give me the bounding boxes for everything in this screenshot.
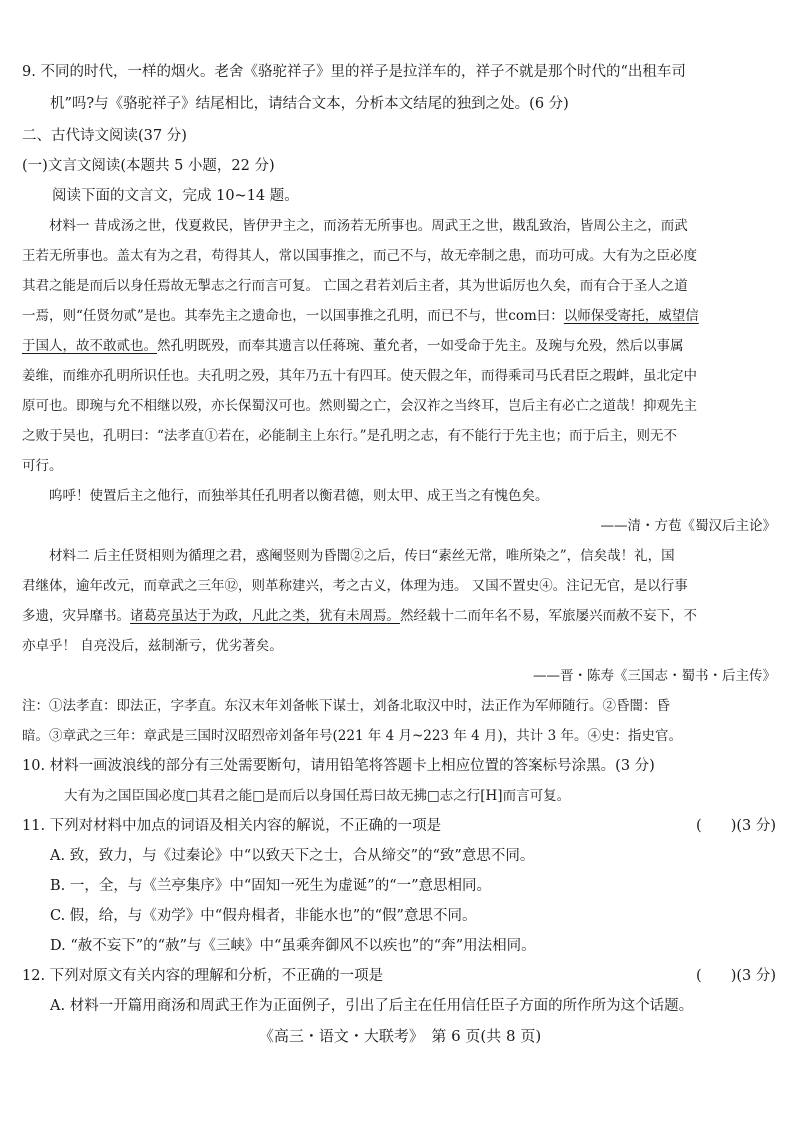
q9-line-2: 机”吗?与《骆驼祥子》结尾相比，请结合文本，分析本文结尾的独到之处。(6 分) [50, 96, 569, 112]
subsection-1-title: (一)文言文阅读(本题共 5 小题，22 分) [22, 158, 275, 174]
q11-option-b: B. 一，全，与《兰亭集序》中“固知一死生为虚诞”的“一”意思相同。 [50, 878, 492, 894]
notes-line-2: 暗。③章武之三年：章武是三国时汉昭烈帝刘备年号(221 年 4 月~223 年 4 月)，共计 3 年。④史：指史官。 [22, 728, 682, 744]
q12-option-a: A. 材料一开篇用商汤和周武王作为正面例子，引出了后主在任用信任臣子方面的所作所为这个话题。 [50, 998, 694, 1014]
material1-line-7: 原可也。即琬与允不相继以殁，亦长保蜀汉可也。然则蜀之亡，会汉祚之当终耳，岂后主有必亡之道哉！抑观先主 [22, 398, 697, 414]
material2-underlined-sentence: 诸葛亮虽达于为政，凡此之类，犹有未周焉。 [130, 608, 400, 624]
q9-line-1: 9. 不同的时代，一样的烟火。老舍《骆驼祥子》里的祥子是拉洋车的，祥子不就是那个时代的“出租车司 [22, 64, 686, 80]
material1-line-4 [22, 306, 699, 326]
q10-stem: 10. 材料一画波浪线的部分有三处需要断句，请用铅笔将答题卡上相应位置的答案标号涂黑。(3 分) [22, 758, 655, 774]
reading-instruction: 阅读下面的文言文，完成 10~14 题。 [52, 188, 299, 204]
material1-line-2: 王若无所事也。盖太有为之君，苟得其人，常以国事推之，而己不与，故无牵制之患，而功可成。大有为之臣必度 [22, 248, 697, 264]
q11-option-d: D. “赦不妄下”的“赦”与《三峡》中“虽乘奔御风不以疾也”的“奔”用法相同。 [50, 938, 536, 954]
material2-line-3-text: 多遗，灾异靡书。 [22, 608, 130, 624]
material2-line-3-tail: 然经载十二而年名不易，军旅屡兴而赦不妄下，不 [400, 608, 697, 624]
q11-option-a: A. 致，致力，与《过秦论》中“以致天下之士，合从缔交”的“致”意思不同。 [50, 848, 535, 864]
material1-line-10: 呜呼！使置后主之他行，而独举其任孔明者以衡君德，则太甲、成王当之有愧色矣。 [49, 488, 549, 504]
material1-line-1: 材料一 昔成汤之世，伐夏救民，皆伊尹主之，而汤若无所事也。周武王之世，戡乱致治，皆周公主之，而武 [49, 218, 688, 234]
q10-sentence: 大有为之国臣国必度□其君之能□是而后以身国任焉曰故无拂□志之行[H]而言可复。 [64, 788, 571, 804]
q12-stem: 12. 下列对原文有关内容的理解和分析，不正确的一项是 [22, 968, 384, 984]
material1-underlined-sentence-end: 于国人，故不敢贰也。 [22, 338, 157, 354]
material2-line-1: 材料二 后主任贤相则为循理之君，惑阉竖则为昏闇②之后，传曰“素丝无常，唯所染之”，信矣哉！礼，国 [49, 548, 675, 564]
material1-source: ——清・方苞《蜀汉后主论》 [600, 518, 776, 534]
material1-line-9: 可行。 [22, 458, 63, 474]
q11-stem: 11. 下列对材料中加点的词语及相关内容的解说，不正确的一项是 [22, 818, 442, 834]
material1-line-5 [22, 336, 684, 356]
material1-underlined-sentence: 以师保受寄托，威望信 [563, 308, 699, 324]
notes-line-1: 注：①法孝直：即法正，字孝直。东汉末年刘备帐下谋士，刘备北取汉中时，法正作为军师随行。②昏闇：昏 [22, 698, 670, 714]
q12-score: ( )(3 分) [696, 968, 776, 984]
material1-line-6: 姜维，而维亦孔明所识任也。夫孔明之殁，其年乃五十有四耳。使天假之年，而得乘司马氏君臣之瑕衅，虽北定中 [22, 368, 697, 384]
material2-line-2: 君继体，逾年改元，而章武之三年⑫，则革称建兴，考之古义，体理为违。 又国不置史④。注记无官，是以行事 [22, 578, 688, 594]
material1-line-4-text: 一焉，则“任贤勿贰”是也。其奉先主之遗命也，一以国事推之孔明，而已不与，世com曰： [22, 308, 564, 324]
material2-source: ——晋・陈寿《三国志・蜀书・后主传》 [533, 668, 776, 684]
q11-score: ( )(3 分) [696, 818, 776, 834]
material2-line-3 [22, 606, 697, 626]
material1-line-8: 之败于吴也，孔明曰：“法孝直①若在，必能制主上东行。”是孔明之志，有不能行于先主也；而于后主，则无不 [22, 428, 678, 444]
q11-option-c: C. 假，给，与《劝学》中“假舟楫者，非能水也”的“假”意思不同。 [50, 908, 477, 924]
material2-line-4: 亦卓乎！ 自亮没后，兹制渐亏，优劣著矣。 [22, 638, 283, 654]
section-2-title: 二、古代诗文阅读(37 分) [22, 128, 187, 144]
page-footer: 《高三・语文・大联考》 第 6 页(共 8 页) [258, 1027, 542, 1045]
material1-line-3: 其君之能是而后以身任焉故无掣志之行而言可复。 亡国之君若刘后主者，其为世诟厉也久矣，而有合于圣人之道 [22, 278, 688, 294]
material1-line-5-text: 然孔明既殁，而奉其遗言以任蒋琬、董允者，一如受命于先主。及琬与允殁，然后以事属 [157, 338, 684, 354]
